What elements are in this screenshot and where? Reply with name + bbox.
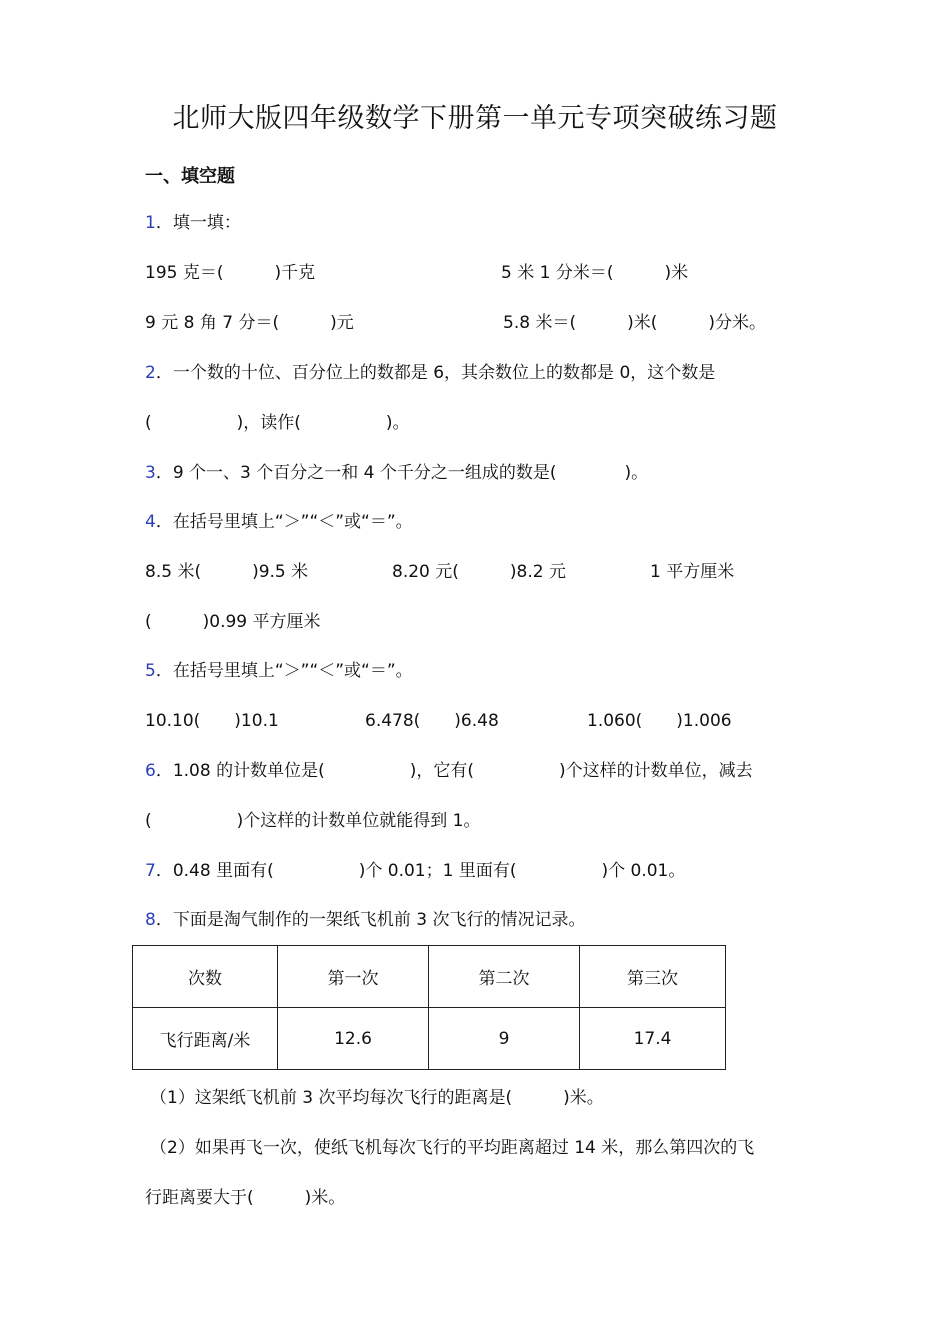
question-text: ．在括号里填上“＞”“＜”或“＝”。 (155, 661, 413, 681)
section-heading: 一、填空题 (145, 166, 235, 187)
table-header-row (133, 946, 726, 1008)
blank-item: 5.8 米＝( )米( )分米。 (503, 313, 766, 333)
question-number: 8 (145, 910, 156, 930)
blank-item: 5 米 1 分米＝( )米 (501, 263, 689, 283)
table-header-cell: 第三次 (580, 946, 726, 1008)
question-text: ．一个数的十位、百分位上的数都是 6，其余数位上的数都是 0，这个数是 (155, 363, 716, 383)
compare-item: 1.060( )1.006 (587, 711, 732, 731)
question-text: ．下面是淘气制作的一架纸飞机前 3 次飞行的情况记录。 (155, 910, 586, 930)
q8-sub-question-2-continuation: 行距离要大于( )米。 (145, 1188, 346, 1208)
table-header-cell: 第一次 (278, 946, 429, 1008)
compare-item: 1 平方厘米 (650, 562, 735, 582)
question-number: 1 (145, 213, 156, 233)
question-text: ．9 个一、3 个百分之一和 4 个千分之一组成的数是( )。 (155, 463, 649, 483)
compare-item: 6.478( )6.48 (365, 711, 499, 731)
q8-sub-question-1: （1）这架纸飞机前 3 次平均每次飞行的距离是( )米。 (150, 1088, 604, 1108)
compare-item: 10.10( )10.1 (145, 711, 279, 731)
question-5 (145, 660, 413, 682)
question-number: 4 (145, 512, 156, 532)
q2-continuation: ( )，读作( )。 (145, 413, 410, 433)
table-cell: 12.6 (278, 1008, 429, 1070)
table-row (133, 1008, 726, 1070)
question-8 (145, 909, 585, 931)
question-2 (145, 362, 715, 384)
table-header-cell: 次数 (133, 946, 278, 1008)
table-cell: 飞行距离/米 (133, 1008, 278, 1070)
q6-continuation: ( )个这样的计数单位就能得到 1。 (145, 811, 481, 831)
question-1 (145, 212, 241, 234)
q8-sub-question-2: （2）如果再飞一次，使纸飞机每次飞行的平均距离超过 14 米，那么第四次的飞 (150, 1138, 755, 1158)
question-4 (145, 511, 413, 533)
question-text: ．在括号里填上“＞”“＜”或“＝”。 (155, 512, 413, 532)
flight-record-table (132, 945, 726, 1070)
blank-item: 9 元 8 角 7 分＝( )元 (145, 313, 354, 333)
compare-item: 8.20 元( )8.2 元 (392, 562, 566, 582)
question-6 (145, 760, 753, 782)
question-3 (145, 462, 648, 484)
question-text: ．0.48 里面有( )个 0.01；1 里面有( )个 0.01。 (155, 861, 686, 881)
table-cell: 9 (429, 1008, 580, 1070)
question-number: 2 (145, 363, 156, 383)
table-cell: 17.4 (580, 1008, 726, 1070)
question-number: 5 (145, 661, 156, 681)
page-title: 北师大版四年级数学下册第一单元专项突破练习题 (172, 103, 778, 134)
blank-item: 195 克＝( )千克 (145, 263, 316, 283)
q4-continuation: ( )0.99 平方厘米 (145, 612, 321, 632)
question-text: ．1.08 的计数单位是( )，它有( )个这样的计数单位，减去 (155, 761, 753, 781)
compare-item: 8.5 米( )9.5 米 (145, 562, 309, 582)
question-number: 3 (145, 463, 156, 483)
question-text: ．填一填： (155, 213, 241, 233)
question-number: 7 (145, 861, 156, 881)
table-header-cell: 第二次 (429, 946, 580, 1008)
question-number: 6 (145, 761, 156, 781)
question-7 (145, 860, 685, 882)
